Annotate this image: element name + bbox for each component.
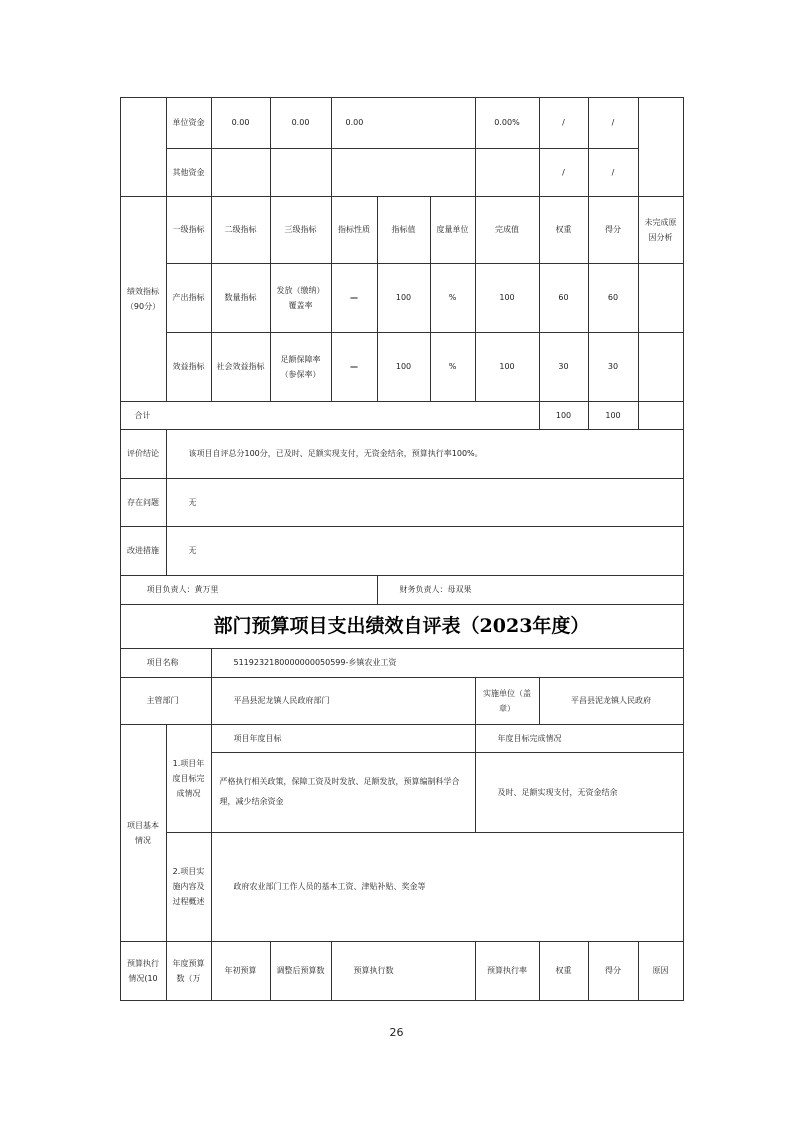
total-score: 100: [588, 401, 639, 430]
perf-cell: 效益指标: [166, 332, 212, 402]
issues-text: 无: [166, 478, 684, 527]
dept-label: 主管部门: [120, 677, 212, 725]
perf-cell: 发放（缴纳）覆盖率: [270, 263, 332, 333]
blank-cell: [331, 148, 476, 197]
project-lead: 项目负责人：黄万里: [120, 575, 378, 605]
perf-header: 指标值: [377, 196, 431, 264]
other-funds-value: /: [539, 148, 589, 197]
budget-header: 年度预算数（万: [166, 941, 212, 1001]
total-label: 合计: [120, 401, 540, 430]
blank-cell: [638, 332, 684, 402]
blank-cell: [638, 263, 684, 333]
perf-cell: —: [331, 263, 378, 333]
perf-cell: 60: [539, 263, 589, 333]
unit-funds-value: /: [588, 97, 639, 149]
other-funds-label: 其他资金: [166, 148, 212, 197]
project-name-label: 项目名称: [120, 648, 212, 678]
perf-header: 未完成原因分析: [638, 196, 684, 264]
impl-value: 平昌县泥龙镇人民政府: [539, 677, 684, 725]
budget-header: 年初预算: [211, 941, 271, 1001]
budget-header: 调整后预算数: [270, 941, 332, 1001]
conclusion-label: 评价结论: [120, 429, 167, 479]
done-text: 及时、足额实现支付，无资金结余: [475, 752, 684, 833]
conclusion-text: 该项目自评总分100分，已及时、足额实现支付，无资金结余，预算执行率100%。: [166, 429, 684, 479]
done-header: 年度目标完成情况: [475, 724, 684, 753]
total-weight: 100: [539, 401, 589, 430]
perf-header: 三级指标: [270, 196, 332, 264]
budget-header: 得分: [588, 941, 639, 1001]
perf-cell: 100: [475, 263, 540, 333]
basic-label: 项目基本情况: [120, 724, 167, 942]
content-label: 2.项目实施内容及过程概述: [166, 832, 212, 942]
blank-cell: [638, 401, 684, 430]
improve-text: 无: [166, 526, 684, 576]
goal-label: 1.项目年度目标完成情况: [166, 724, 212, 833]
blank-cell: [211, 148, 271, 197]
impl-label: 实施单位（盖章）: [475, 677, 540, 725]
perf-header: 得分: [588, 196, 639, 264]
perf-cell: 30: [539, 332, 589, 402]
budget-header: 权重: [539, 941, 589, 1001]
perf-cell: —: [331, 332, 378, 402]
content-text: 政府农业部门工作人员的基本工资、津贴补贴、奖金等: [211, 832, 684, 942]
perf-cell: 数量指标: [211, 263, 271, 333]
perf-header: 权重: [539, 196, 589, 264]
unit-funds-label: 单位资金: [166, 97, 212, 149]
perf-cell: 30: [588, 332, 639, 402]
perf-cell: 产出指标: [166, 263, 212, 333]
goal-text: 严格执行相关政策，保障工资及时发放、足额发放，预算编制科学合理，减少结余资金: [211, 752, 476, 833]
blank-cell: [270, 148, 332, 197]
perf-cell: 社会效益指标: [211, 332, 271, 402]
perf-cell: 100: [475, 332, 540, 402]
project-name: 5119232180000000050599-乡镇农业工资: [211, 648, 684, 678]
goal-header: 项目年度目标: [211, 724, 476, 753]
perf-cell: %: [430, 263, 476, 333]
issues-label: 存在问题: [120, 478, 167, 527]
perf-header: 指标性质: [331, 196, 378, 264]
perf-cell: 60: [588, 263, 639, 333]
unit-funds-value: /: [539, 97, 589, 149]
perf-section-label: 绩效指标（90分）: [120, 196, 167, 402]
perf-header: 二级指标: [211, 196, 271, 264]
perf-cell: %: [430, 332, 476, 402]
perf-header: 一级指标: [166, 196, 212, 264]
perf-cell: 100: [377, 263, 431, 333]
budget-header: 预算执行率: [475, 941, 540, 1001]
perf-cell: 足额保障率（参保率）: [270, 332, 332, 402]
budget-header: 预算执行数: [331, 941, 476, 1001]
blank-cell: [475, 148, 540, 197]
unit-funds-value: 0.00%: [475, 97, 540, 149]
improve-label: 改进措施: [120, 526, 167, 576]
page-number: 26: [389, 1026, 404, 1039]
blank-cell: [120, 97, 167, 197]
finance-lead: 财务负责人：母双果: [377, 575, 684, 605]
unit-funds-value: 0.00: [331, 97, 476, 149]
other-funds-value: /: [588, 148, 639, 197]
dept-value: 平昌县泥龙镇人民政府部门: [211, 677, 476, 725]
budget-header: 原因: [638, 941, 684, 1001]
blank-cell: [638, 97, 684, 197]
perf-header: 完成值: [475, 196, 540, 264]
perf-cell: 100: [377, 332, 431, 402]
budget-label: 预算执行情况(10: [120, 941, 167, 1001]
unit-funds-value: 0.00: [270, 97, 332, 149]
form-title: 部门预算项目支出绩效自评表（2023年度）: [120, 604, 684, 649]
unit-funds-value: 0.00: [211, 97, 271, 149]
perf-header: 度量单位: [430, 196, 476, 264]
